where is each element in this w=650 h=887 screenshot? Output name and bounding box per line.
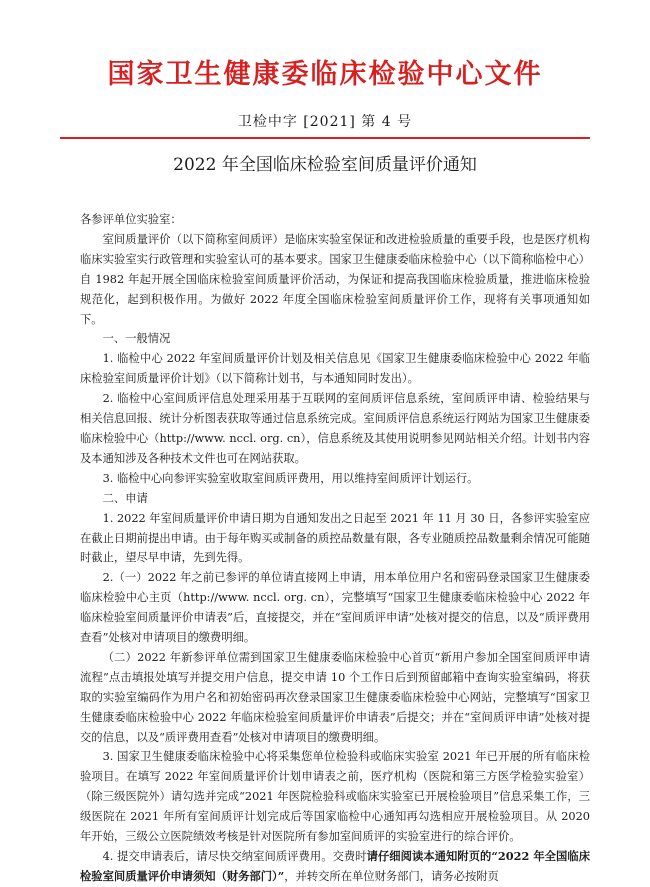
intro-paragraph: 室间质量评价（以下简称室间质评）是临床实验室保证和改进检验质量的重要手段，也是医疗机构临床实验室实行政管理和实验室认可的基本要求。国家卫生健康委临床检验中心（以下简称临检中心）自 1982 年起开展全国临床检验室间质量评价活动，为保证和提高我国临床检验质量，推进临床检验规范化，起到积极作用。为做好 2022 年度全国临床检验室间质量评价工作，现将有关事项通知如下。 [80, 232, 590, 326]
document-body [80, 210, 590, 887]
general-item-1: 1. 临检中心 2022 年室间质量评价计划及相关信息见《国家卫生健康委临床检验中心 2022 年临床检验室间质量评价计划》（以下简称计划书，与本通知同时发出）。 [80, 352, 590, 386]
item4-text-end: ，并转交所在单位财务部门，请务必按附页 [284, 869, 499, 883]
section-heading-general: 一、一般情况 [102, 332, 171, 346]
header-divider [60, 137, 590, 139]
document-title: 2022 年全国临床检验室间质量评价通知 [173, 155, 477, 175]
application-item-2b: （二）2022 年新参评单位需到国家卫生健康委临床检验中心首页“新用户参加全国室间质评申请流程”点击填报处填写并提交用户信息，提交申请 10 个工作日后到预留邮箱中查询实验室编码，将获取的实验室编码作为用户名和初始密码再次登录国家卫生健康委临床检验中心网站，完整填写“国家卫生健康委临床检验中心 2022 年临床检验室间质量评价申请表”后提交；并在“室间质评申请”处核对提交的信息，以及“质评费用查看”处核对申请项目的缴费明细。 [80, 650, 590, 744]
application-item-3: 3. 国家卫生健康委临床检验中心将采集您单位检验科或临床实验室 2021 年已开展的所有临床检验项目。在填写 2022 年室间质量评价计划申请表之前，医疗机构（医院和第三方医学检验实验室）（除三级医院外）请勾选并完成“2021 年医院检验科或临床实验室已开展检验项目”信息采集工作，三级医院在 2021 年所有室间质评计划完成后等国家临检中心通知再勾选相应开展检验项目。从 2020 年开始，三级公立医院绩效考核是针对医院所有参加室间质评的实验室进行的综合评价。 [80, 750, 590, 844]
general-item-3: 3. 临检中心向参评实验室收取室间质评费用，用以维持室间质评计划运行。 [102, 471, 479, 485]
application-item-2a: 2.（一）2022 年之前已参评的单位请直接网上申请，用本单位用户名和密码登录国家卫生健康委临床检验中心主页（http://www. nccl. org. cn），完整填写“国家卫生健康委临床检验中心 2022 年临床检验室间质量评价申请表”后，直接提交，并在“室间质评申请”处核对提交的信息，以及“质评费用查看”处核对申请项目的缴费明细。 [80, 571, 590, 645]
application-item-1: 1. 2022 年室间质量评价申请日期为自通知发出之日起至 2021 年 11 月 30 日，各参评实验室应在截止日期前提出申请。由于每年购买或制备的质控品数量有限，各专业随质控品数量剩余情况可能随时截止，望尽早申请，先到先得。 [80, 511, 590, 565]
document-number: 卫检中字 [2021] 第 4 号 [237, 114, 413, 130]
section-heading-application: 二、申请 [102, 491, 148, 505]
letterhead-title: 国家卫生健康委临床检验中心文件 [107, 59, 543, 90]
general-item-2: 2. 临检中心室间质评信息处理采用基于互联网的室间质评信息系统，室间质评申请、检验结果与相关信息回报、统计分析图表获取等通过信息系统完成。室间质评信息系统运行网站为国家卫生健康委临床检验中心（http://www. nccl. org. cn），信息系统及其使用说明参见网站相关介绍。计划书内容及本通知涉及各种技术文件也可在网站获取。 [80, 392, 590, 465]
application-item-4 [80, 847, 590, 887]
salutation: 各参评单位实验室： [80, 213, 182, 226]
item4-bold-notice: 请仔细阅读本通知附页的“2022 年全国临床检验室间质量评价申请须知（财务部门）” [80, 849, 591, 883]
item4-text-start: 4. 提交申请表后，请尽快交纳室间质评费用。交费时 [102, 850, 367, 863]
